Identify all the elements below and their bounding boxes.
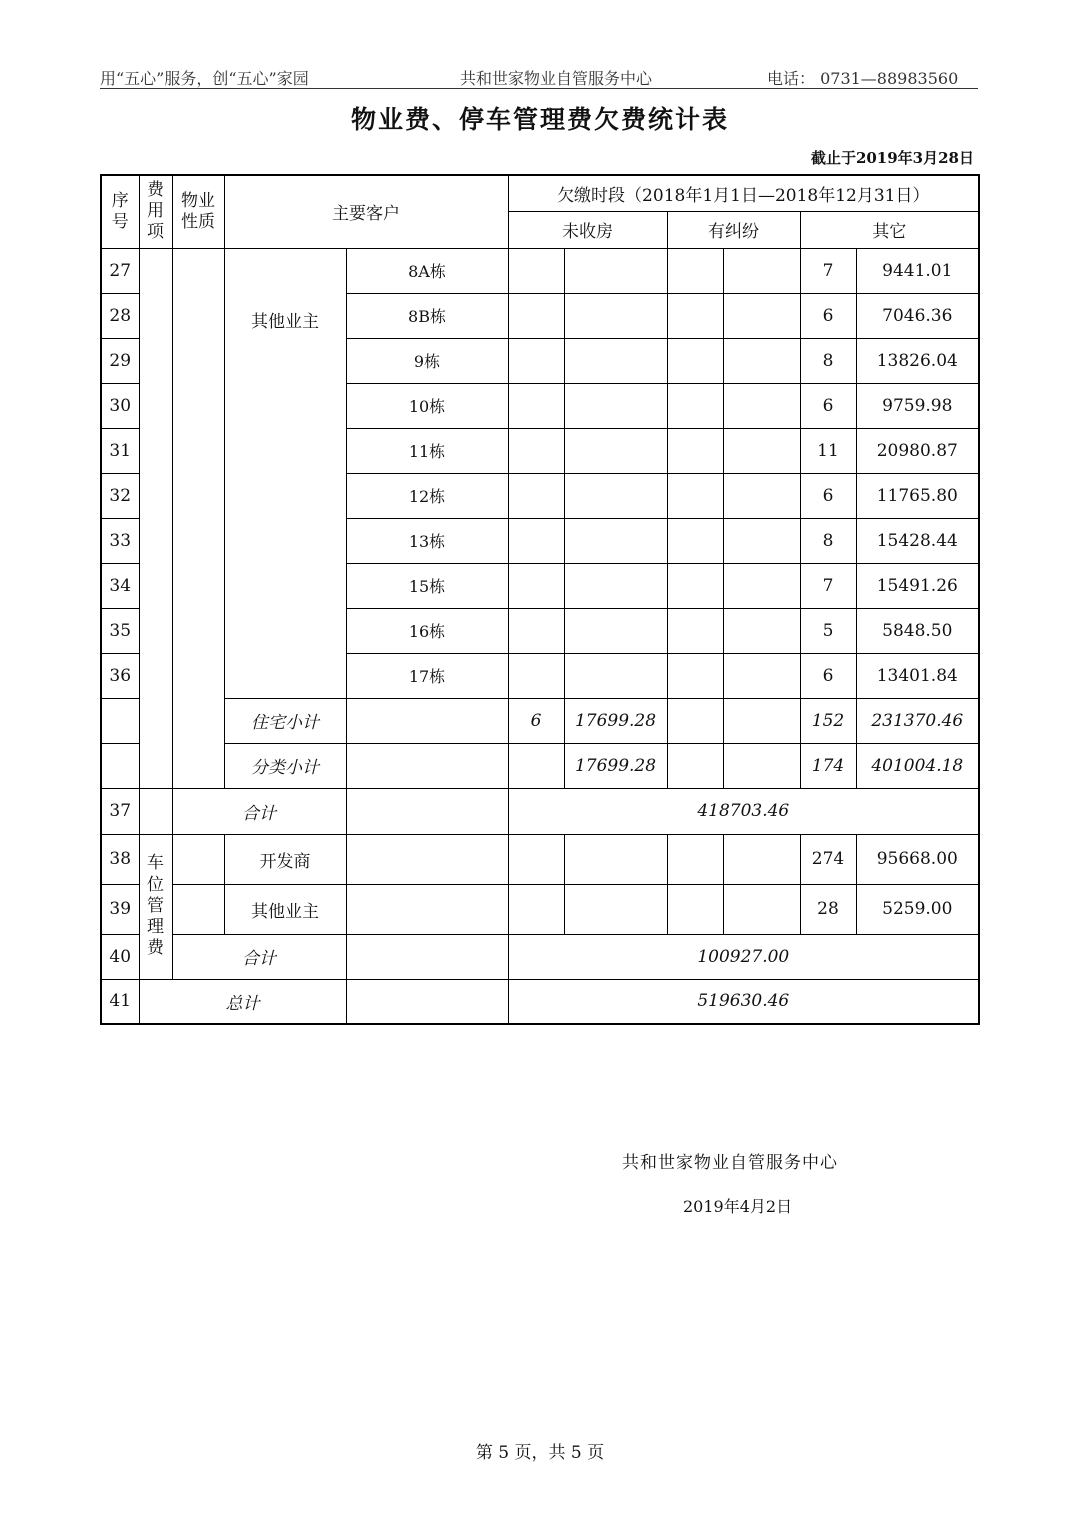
residential-subtotal-row [101,698,979,743]
row-other-count: 8 [800,518,856,563]
row-seq: 40 [101,934,139,979]
row-building: 15栋 [346,563,508,608]
row-other-amount: 13826.04 [856,338,979,383]
footer-date: 2019年4月2日 [683,1197,793,1216]
row-building: 13栋 [346,518,508,563]
subtotal-other-amount: 231370.46 [856,698,979,743]
row-building: 8B栋 [346,293,508,338]
row-seq: 41 [101,979,139,1024]
row-other-amount: 15491.26 [856,563,979,608]
grand-total-label: 总计 [139,979,346,1024]
header-seq: 序号 [101,175,139,248]
header-property-type: 物业性质 [172,175,224,248]
total-label: 合计 [172,788,346,834]
row-other-count: 7 [800,248,856,293]
property-type-cell [172,248,224,788]
row-seq: 38 [101,834,139,884]
header-fee-item: 费用项 [139,175,172,248]
table-row [101,248,979,293]
total-label: 合计 [172,934,346,979]
row-other-count: 28 [800,884,856,934]
row-other-amount: 95668.00 [856,834,979,884]
grand-total-amount: 519630.46 [508,979,979,1024]
row-seq: 36 [101,653,139,698]
row-building: 16栋 [346,608,508,653]
row-other-amount: 5259.00 [856,884,979,934]
row-seq: 39 [101,884,139,934]
parking-total-row [101,934,979,979]
row-other-count: 6 [800,473,856,518]
row-other-count: 8 [800,338,856,383]
page-header [100,66,978,89]
subtotal-unsold-amount: 17699.28 [564,698,667,743]
page-number: 第 5 页，共 5 页 [475,1443,605,1463]
row-other-count: 274 [800,834,856,884]
row-seq: 28 [101,293,139,338]
subtotal-unsold-count: 6 [508,698,564,743]
row-building: 8A栋 [346,248,508,293]
row-seq: 37 [101,788,139,834]
row-other-count: 6 [800,653,856,698]
row-other-count: 5 [800,608,856,653]
row-other-count: 6 [800,383,856,428]
row-other-amount: 15428.44 [856,518,979,563]
header-slogan: 用“五心”服务，创“五心”家园 [100,69,309,88]
subtotal-other-amount: 401004.18 [856,743,979,788]
row-other-amount: 9759.98 [856,383,979,428]
row-customer: 开发商 [224,834,346,884]
row-other-count: 7 [800,563,856,608]
header-dispute: 有纠纷 [667,211,800,248]
row-building: 17栋 [346,653,508,698]
row-seq: 31 [101,428,139,473]
subtotal-label: 分类小计 [224,743,346,788]
row-other-amount: 13401.84 [856,653,979,698]
row-other-amount: 11765.80 [856,473,979,518]
row-seq: 29 [101,338,139,383]
header-period: 欠缴时段（2018年1月1日—2018年12月31日） [508,175,979,211]
row-other-count: 6 [800,293,856,338]
header-org: 共和世家物业自管服务中心 [460,69,653,88]
header-main-customer: 主要客户 [224,175,508,248]
table-row [101,834,979,884]
row-seq: 35 [101,608,139,653]
footer-org: 共和世家物业自管服务中心 [622,1153,838,1173]
row-building: 11栋 [346,428,508,473]
row-building: 12栋 [346,473,508,518]
header-other: 其它 [800,211,979,248]
table-row [101,884,979,934]
total-amount: 418703.46 [508,788,979,834]
grand-total-row [101,979,979,1024]
parking-fee-label: 车位管理费 [139,834,172,979]
row-seq: 34 [101,563,139,608]
row-building: 9栋 [346,338,508,383]
row-other-amount: 7046.36 [856,293,979,338]
row-seq: 32 [101,473,139,518]
category-subtotal-row [101,743,979,788]
arrears-table [100,174,980,1025]
row-building: 10栋 [346,383,508,428]
row-other-amount: 20980.87 [856,428,979,473]
row-seq: 30 [101,383,139,428]
page-title: 物业费、停车管理费欠费统计表 [350,105,729,134]
row-seq: 27 [101,248,139,293]
row-other-count: 11 [800,428,856,473]
group-label: 其他业主 [224,248,346,698]
subtotal-other-count: 174 [800,743,856,788]
row-other-amount: 5848.50 [856,608,979,653]
property-total-row [101,788,979,834]
row-customer: 其他业主 [224,884,346,934]
as-of-date: 截止于2019年3月28日 [810,149,974,167]
header-phone: 电话： 0731—88983560 [767,69,959,88]
subtotal-unsold-amount: 17699.28 [564,743,667,788]
subtotal-other-count: 152 [800,698,856,743]
header-unsold: 未收房 [508,211,667,248]
total-amount: 100927.00 [508,934,979,979]
row-seq: 33 [101,518,139,563]
row-other-amount: 9441.01 [856,248,979,293]
subtotal-label: 住宅小计 [224,698,346,743]
fee-item-cell [139,248,172,788]
